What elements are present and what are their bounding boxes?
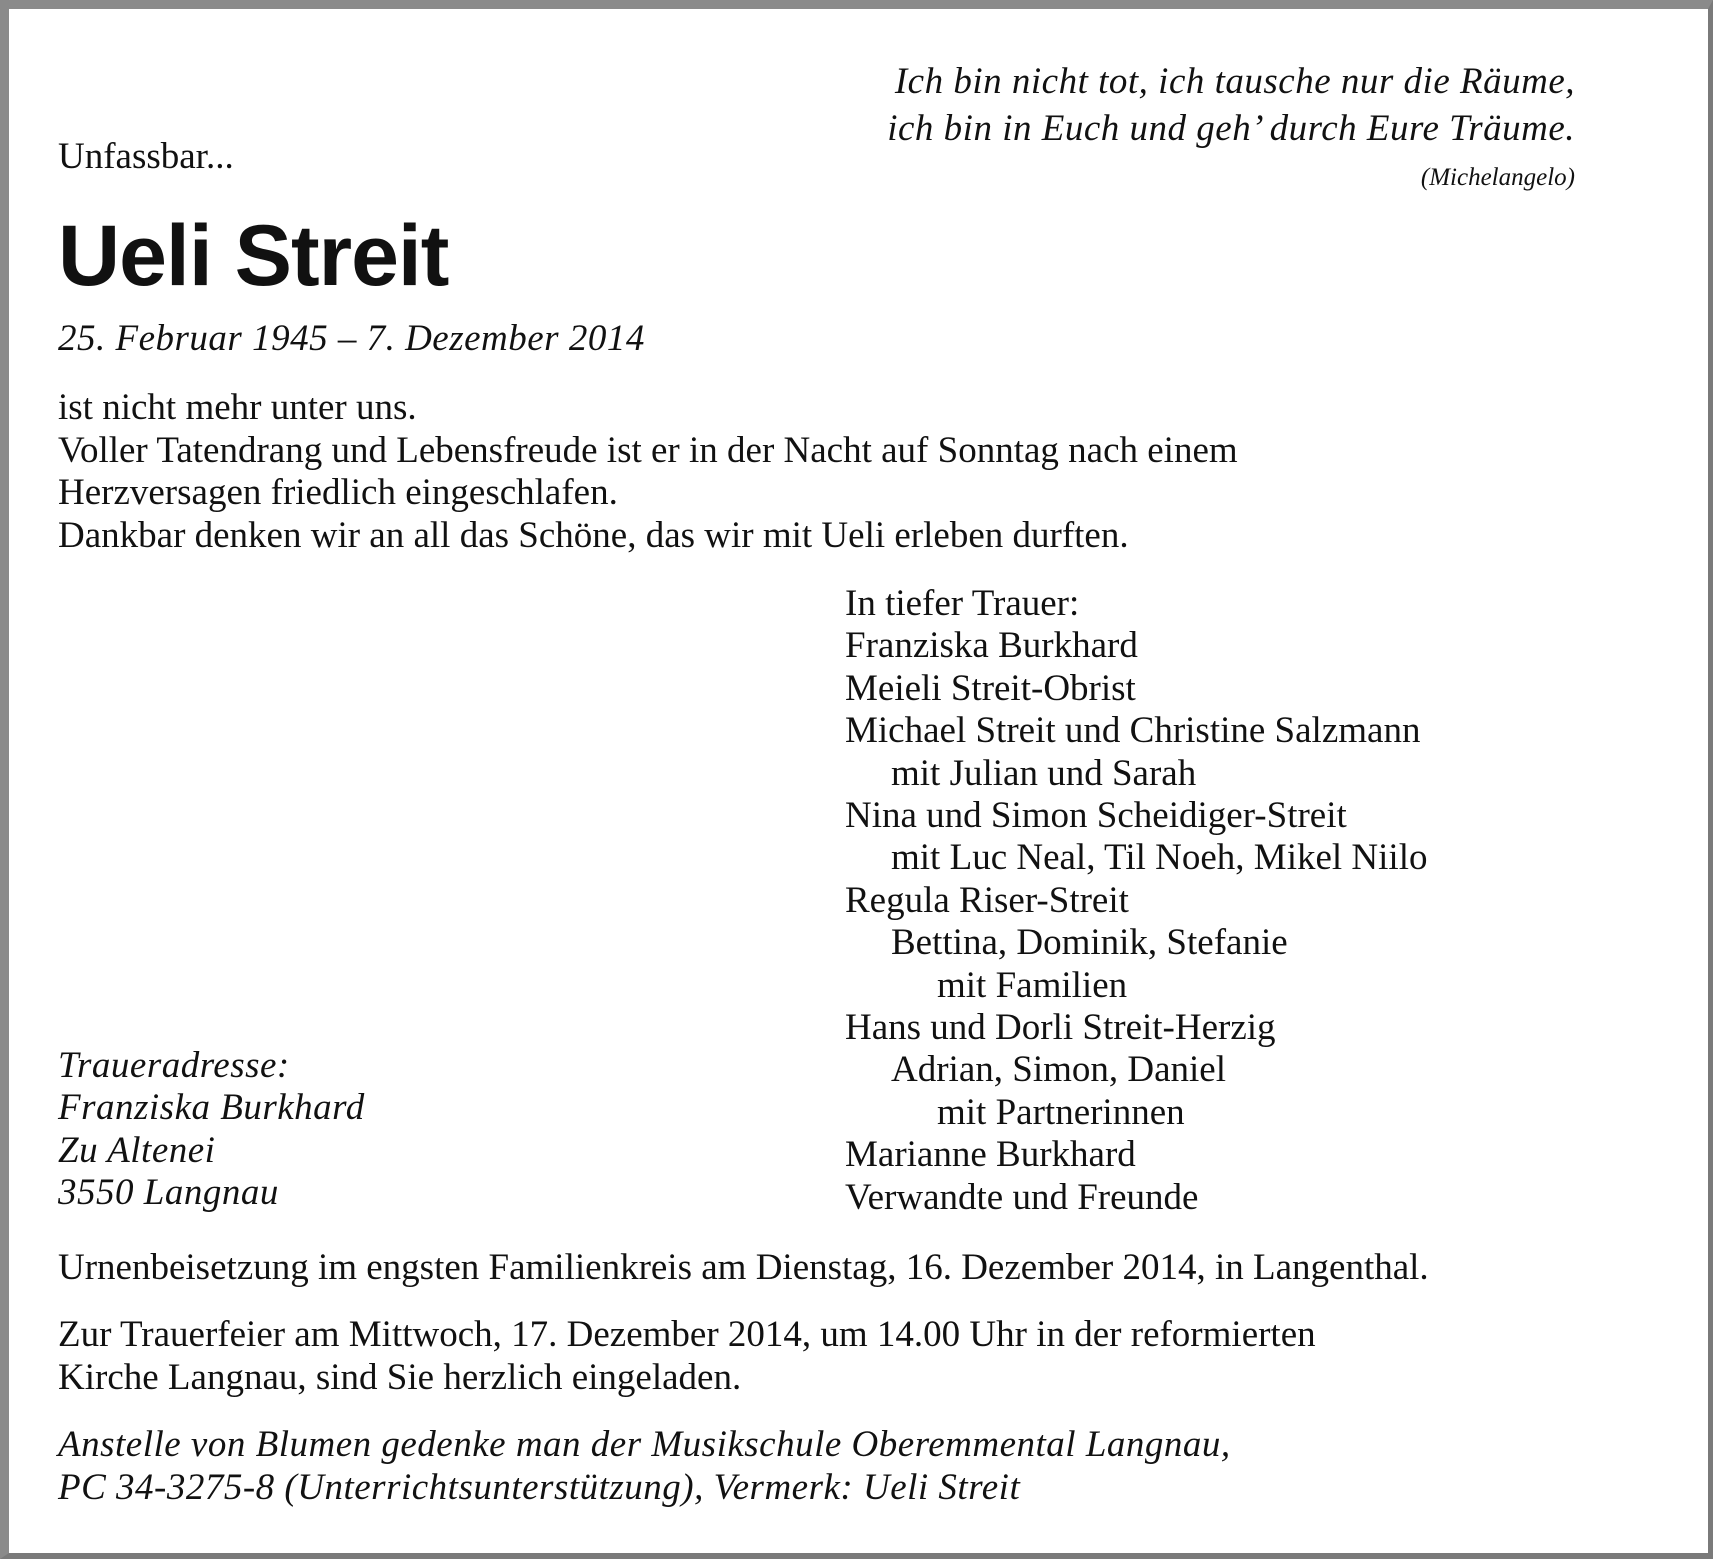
message-line: Voller Tatendrang und Lebensfreude ist er in der Nacht auf Sonntag nach einem bbox=[58, 429, 1238, 471]
donation-notice bbox=[58, 1423, 1231, 1509]
quote-block bbox=[887, 58, 1575, 152]
donation-line: PC 34-3275-8 (Unterrichtsunterstützung), Vermerk: Ueli Streit bbox=[58, 1467, 1021, 1508]
mourner-entry: Meieli Streit-Obrist bbox=[845, 667, 1136, 709]
address-name: Franziska Burkhard bbox=[58, 1087, 365, 1129]
intro-text: Unfassbar... bbox=[58, 136, 234, 177]
donation-line: Anstelle von Blumen gedenke man der Musikschule Oberemmental Langnau, bbox=[58, 1424, 1231, 1465]
mourner-entry: mit Luc Neal, Til Noeh, Mikel Niilo bbox=[891, 837, 1428, 879]
mourner-entry: Verwandte und Freunde bbox=[845, 1176, 1199, 1218]
mourner-entry: mit Julian und Sarah bbox=[891, 752, 1197, 794]
message-line: Dankbar denken wir an all das Schöne, das wir mit Ueli erleben durften. bbox=[58, 514, 1129, 556]
message-paragraph bbox=[58, 387, 1238, 557]
mourner-entry: Hans und Dorli Streit-Herzig bbox=[845, 1007, 1276, 1049]
mourner-entry: Bettina, Dominik, Stefanie bbox=[891, 922, 1288, 964]
message-line: Herzversagen friedlich eingeschlafen. bbox=[58, 472, 618, 513]
mourner-entry: mit Partnerinnen bbox=[937, 1091, 1185, 1133]
mourner-entry: mit Familien bbox=[937, 964, 1128, 1006]
mourners-heading: In tiefer Trauer: bbox=[845, 583, 1080, 624]
mourning-address bbox=[58, 1045, 365, 1215]
mourner-entry: Adrian, Simon, Daniel bbox=[891, 1049, 1227, 1091]
mourners-list bbox=[845, 583, 1427, 1219]
quote-attribution: (Michelangelo) bbox=[1420, 164, 1575, 191]
mourner-entry: Marianne Burkhard bbox=[845, 1134, 1136, 1176]
deceased-name: Ueli Streit bbox=[58, 208, 449, 304]
burial-line: Urnenbeisetzung im engsten Familienkreis am Dienstag, 16. Dezember 2014, in Langenthal. bbox=[58, 1247, 1429, 1288]
mourner-entry: Nina und Simon Scheidiger-Streit bbox=[845, 795, 1347, 837]
message-line: ist nicht mehr unter uns. bbox=[58, 387, 417, 428]
quote-line: ich bin in Euch und geh’ durch Eure Träume. bbox=[887, 108, 1575, 149]
service-line: Zur Trauerfeier am Mittwoch, 17. Dezember 2014, um 14.00 Uhr in der reformierten bbox=[58, 1314, 1316, 1355]
address-street: Zu Altenei bbox=[58, 1129, 216, 1171]
life-dates: 25. Februar 1945 – 7. Dezember 2014 bbox=[58, 318, 645, 359]
mourner-entry: Franziska Burkhard bbox=[845, 625, 1138, 667]
quote-line: Ich bin nicht tot, ich tausche nur die Räume, bbox=[894, 61, 1575, 102]
address-label: Traueradresse: bbox=[58, 1045, 290, 1086]
burial-notice bbox=[58, 1247, 1429, 1289]
mourner-entry: Michael Streit und Christine Salzmann bbox=[845, 710, 1421, 752]
mourner-entry: Regula Riser-Streit bbox=[845, 879, 1129, 921]
service-line: Kirche Langnau, sind Sie herzlich eingeladen. bbox=[58, 1357, 742, 1398]
service-notice bbox=[58, 1313, 1316, 1399]
address-city: 3550 Langnau bbox=[58, 1172, 279, 1214]
